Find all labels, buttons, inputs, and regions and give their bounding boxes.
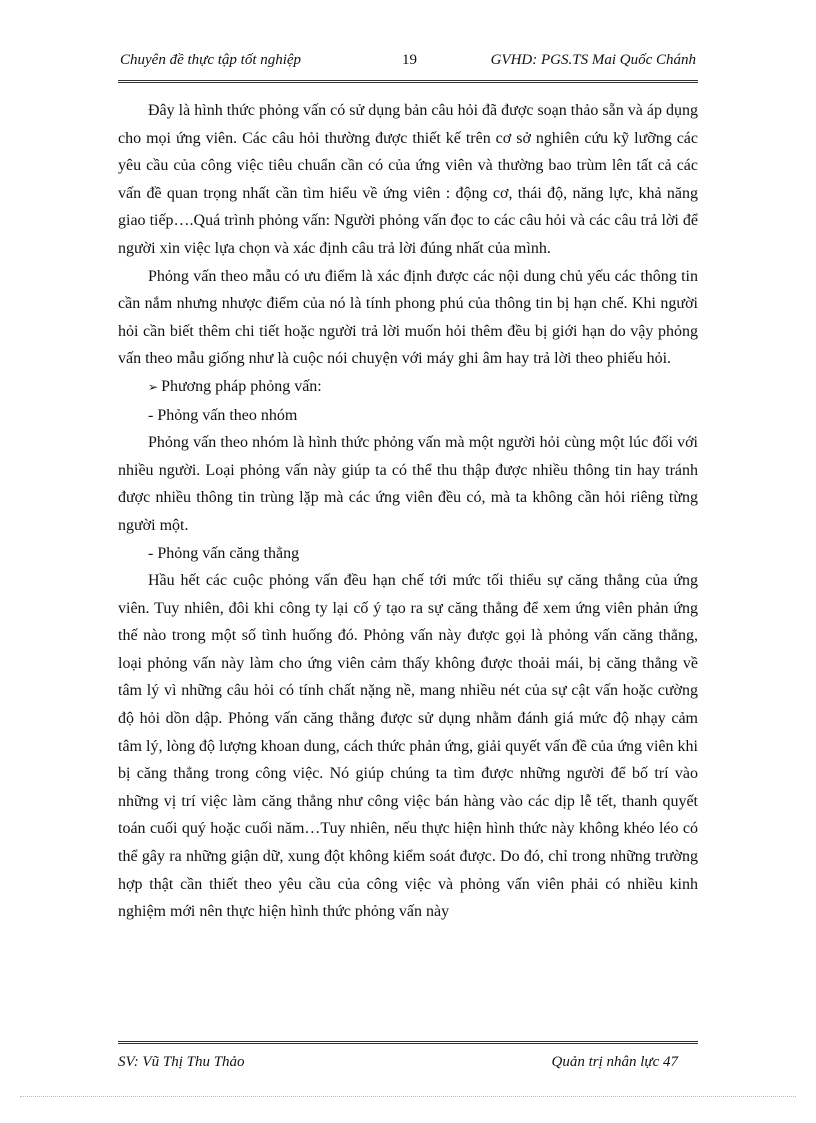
page-footer [118, 1054, 698, 1076]
subsection-group-interview: - Phỏng vấn theo nhóm [148, 406, 298, 424]
header-page-number: 19 [402, 52, 417, 68]
section-heading [118, 373, 698, 402]
subsection-stress-interview: - Phỏng vấn căng thẳng [148, 544, 300, 562]
paragraph-group-interview: Phỏng vấn theo nhóm là hình thức phỏng vấn mà một người hỏi cùng một lúc đối với nhiều người. Loại phỏng vấn này giúp ta có thể thu thập được nhiều thông tin hay tránh được nhiều thông tin trùng lặp mà các ứng viên đều có, mà ta không cần hỏi riêng từng người một. [118, 434, 698, 534]
page-bottom-edge [20, 1096, 796, 1097]
header-supervisor: GVHD: PGS.TS Mai Quốc Chánh [490, 52, 696, 68]
header-divider [118, 80, 698, 83]
header-document-title: Chuyên đề thực tập tốt nghiệp [120, 52, 302, 68]
footer-divider [118, 1041, 698, 1044]
paragraph-stress-interview: Hầu hết các cuộc phỏng vấn đều hạn chế tới mức tối thiểu sự căng thẳng của ứng viên. Tuy nhiên, đôi khi công ty lại cố ý tạo ra sự căng thẳng để xem ứng viên phản ứng thế nào trong một số tình huống đó. Phỏng vấn này được gọi là phỏng vấn căng thẳng, loại phỏng vấn này làm cho ứng viên cảm thấy không được thoải mái, bị căng thẳng về tâm lý vì những câu hỏi có tính chất nặng nề, mang nhiều nét của sự cật vấn hoặc cường độ hỏi dồn dập. Phỏng vấn căng thẳng được sử dụng nhằm đánh giá mức độ nhạy cảm tâm lý, lòng độ lượng khoan dung, cách thức phản ứng, giải quyết vấn đề của ứng viên khi bị căng thẳng trong công việc. Nó giúp chúng ta tìm được những người để bố trí vào những vị trí việc làm căng thẳng như công việc bán hàng vào các dịp lễ tết, thanh quyết toán cuối quý hoặc cuối năm…Tuy nhiên, nếu thực hiện hình thức này không khéo léo có thể gây ra những giận dữ, xung đột không kiểm soát được. Do đó, chỉ trong những trường hợp thật cần thiết theo yêu cầu của công việc và phỏng vấn viên phải có nhiều kinh nghiệm mới nên thực hiện hình thức phỏng vấn này [118, 572, 698, 921]
footer-student: SV: Vũ Thị Thu Thảo [118, 1054, 245, 1070]
section-heading-text: Phương pháp phỏng vấn: [161, 377, 322, 395]
page-body [118, 97, 698, 926]
paragraph-structured-interview: Đây là hình thức phỏng vấn có sử dụng bản câu hỏi đã được soạn thảo sẵn và áp dụng cho mọi ứng viên. Các câu hỏi thường được thiết kế trên cơ sở nghiên cứu kỹ lưỡng các yêu cầu của công việc tiêu chuẩn cần có của ứng viên và thường bao trùm lên tất cả các vấn đề quan trọng nhất cần tìm hiểu về ứng viên : động cơ, thái độ, năng lực, khả năng giao tiếp….Quá trình phỏng vấn: Người phỏng vấn đọc to các câu hỏi và các câu trả lời để người xin việc lựa chọn và xác định câu trả lời đúng nhất của mình. [118, 102, 698, 257]
paragraph-structured-pros-cons: Phỏng vấn theo mẫu có ưu điểm là xác định được các nội dung chủ yếu các thông tin cần nắm nhưng nhược điểm của nó là tính phong phú của thông tin bị hạn chế. Khi người hỏi cần biết thêm chi tiết hoặc người trả lời muốn hỏi thêm đều bị giới hạn do vậy phỏng vấn theo mẫu giống như là cuộc nói chuyện với máy ghi âm hay trả lời theo phiếu hỏi. [118, 267, 698, 368]
page-header [120, 52, 696, 74]
arrow-bullet-icon: ➢ [148, 379, 159, 394]
footer-class: Quản trị nhân lực 47 [551, 1054, 678, 1070]
